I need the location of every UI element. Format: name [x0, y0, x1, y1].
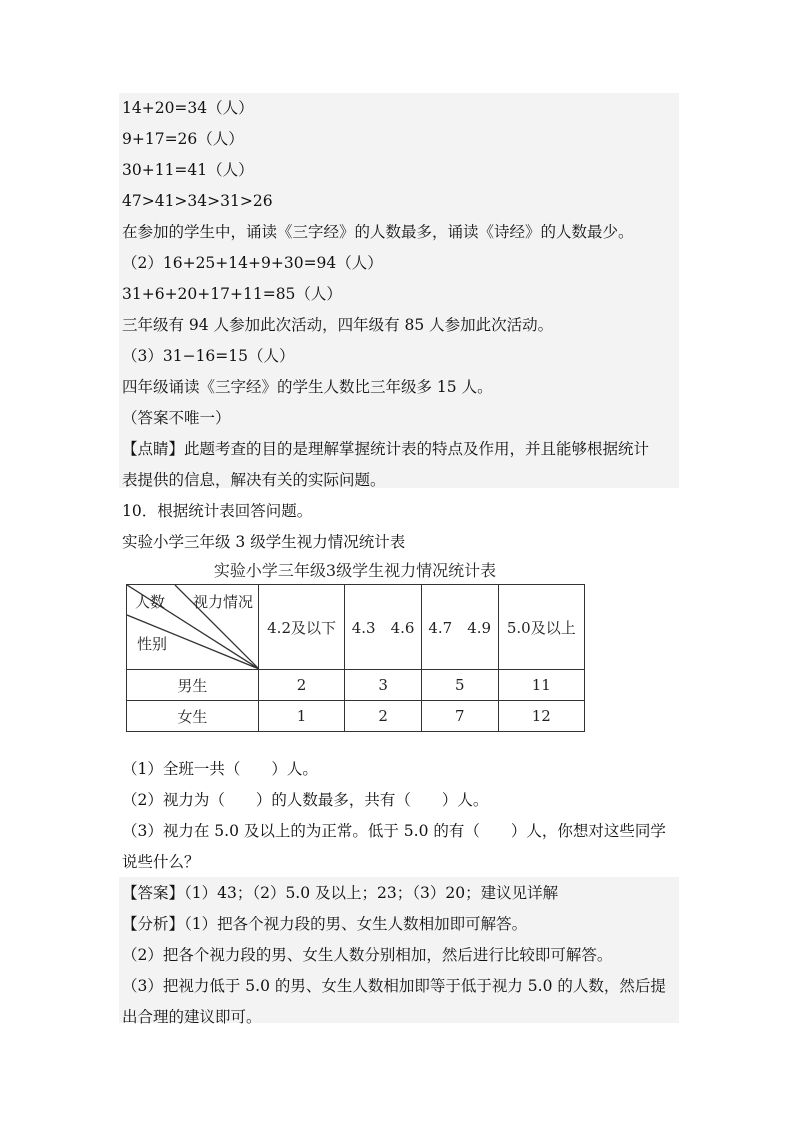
- table-title: 实验小学三年级3级学生视力情况统计表: [213, 561, 497, 580]
- analysis-line: 出合理的建议即可。: [122, 1008, 262, 1026]
- vision-stat-table: [126, 584, 585, 732]
- text-line: （2）16+25+14+9+30=94（人）: [122, 254, 383, 272]
- text-line: 47>41>34>31>26: [122, 192, 273, 210]
- corner-label-gender: 性别: [137, 635, 168, 653]
- column-header: 5.0及以上: [498, 585, 584, 670]
- text-line: （答案不唯一）: [122, 409, 231, 427]
- text-line: 31+6+20+17+11=85（人）: [122, 285, 342, 303]
- table-cell: 7: [421, 701, 498, 732]
- text-line: 在参加的学生中，诵读《三字经》的人数最多，诵读《诗经》的人数最少。: [122, 223, 634, 241]
- text-line: 四年级诵读《三字经》的学生人数比三年级多 15 人。: [122, 378, 493, 396]
- column-header: 4.2及以下: [258, 585, 344, 670]
- analysis-line: （2）把各个视力段的男、女生人数分别相加，然后进行比较即可解答。: [122, 946, 613, 964]
- text-line: 14+20=34（人）: [122, 99, 254, 117]
- sub-question: 说些什么？: [122, 853, 200, 871]
- text-line: 30+11=41（人）: [122, 161, 254, 179]
- comment-line: 【点睛】此题考查的目的是理解掌握统计表的特点及作用，并且能够根据统计: [122, 440, 650, 458]
- analysis-line: 【分析】（1）把各个视力段的男、女生人数相加即可解答。: [122, 915, 528, 933]
- table-cell: 12: [498, 701, 584, 732]
- table-row: [127, 670, 585, 701]
- table-corner-cell: [127, 585, 259, 670]
- answer-line: 【答案】（1）43；（2）5.0 及以上；23；（3）20；建议见详解: [122, 884, 559, 902]
- text-line: （3）31−16=15（人）: [122, 347, 295, 365]
- analysis-line: （3）把视力低于 5.0 的男、女生人数相加即等于低于视力 5.0 的人数，然后提: [122, 977, 666, 995]
- table-cell: 2: [258, 670, 344, 701]
- table-cell: 3: [345, 670, 422, 701]
- sub-question: （3）视力在 5.0 及以上的为正常。低于 5.0 的有（ ）人，你想对这些同学: [122, 822, 666, 840]
- sub-question: （1）全班一共（ ）人。: [122, 760, 318, 778]
- row-label: 男生: [127, 670, 259, 701]
- comment-line: 表提供的信息，解决有关的实际问题。: [122, 471, 386, 489]
- text-line: 三年级有 94 人参加此次活动，四年级有 85 人参加此次活动。: [122, 316, 554, 334]
- text-line: 9+17=26（人）: [122, 130, 244, 148]
- table-row: [127, 701, 585, 732]
- column-header: 4.3 4.6: [345, 585, 422, 670]
- question-title: 10．根据统计表回答问题。: [122, 502, 313, 520]
- table-cell: 1: [258, 701, 344, 732]
- row-label: 女生: [127, 701, 259, 732]
- corner-label-count: 人数: [135, 593, 166, 611]
- corner-label-vision: 视力情况: [193, 593, 254, 611]
- column-header: 4.7 4.9: [421, 585, 498, 670]
- sub-question: （2）视力为（ ）的人数最多，共有（ ）人。: [122, 791, 489, 809]
- table-cell: 2: [345, 701, 422, 732]
- table-cell: 5: [421, 670, 498, 701]
- table-cell: 11: [498, 670, 584, 701]
- question-subtitle: 实验小学三年级 3 级学生视力情况统计表: [122, 533, 406, 551]
